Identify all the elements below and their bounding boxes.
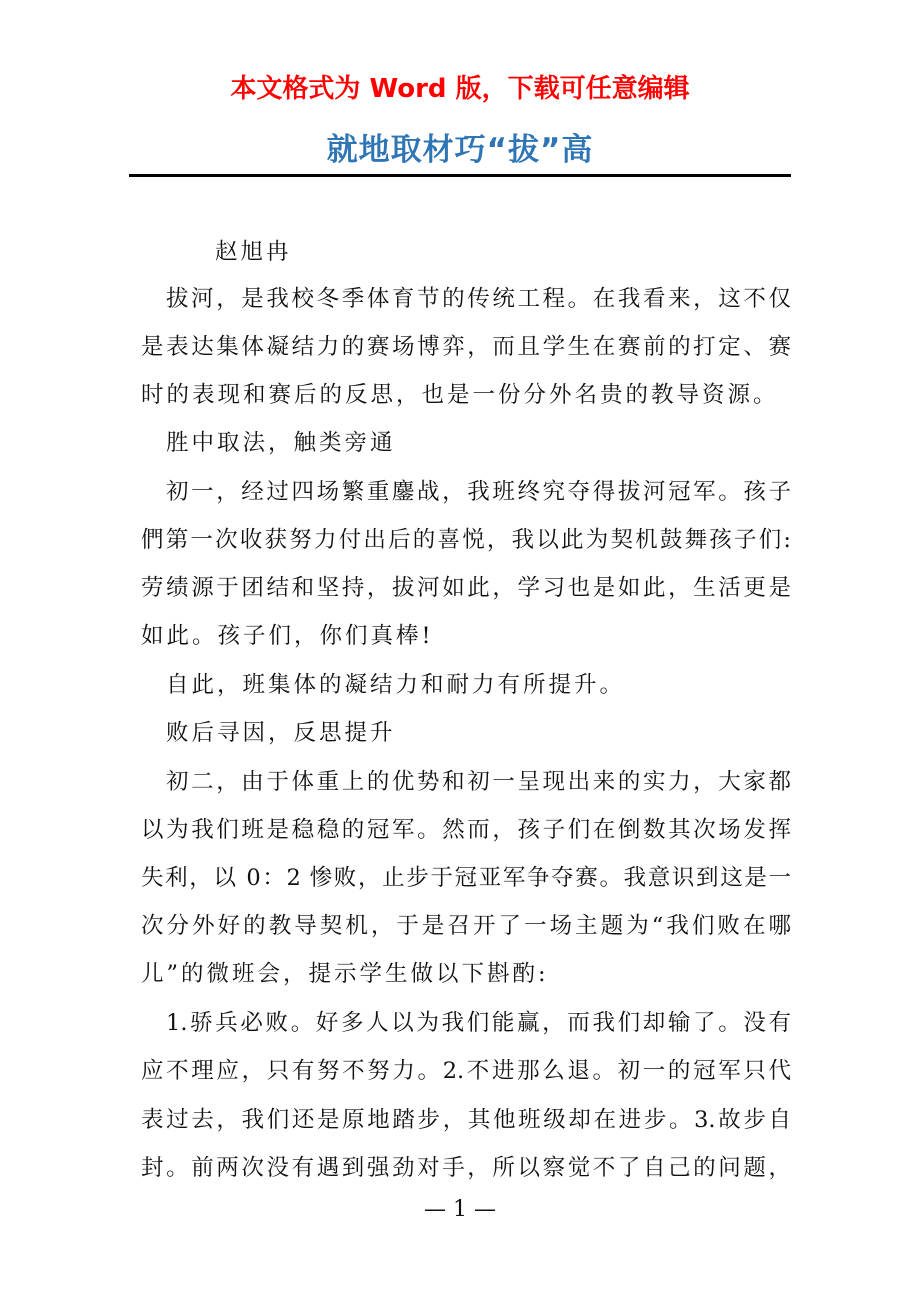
body-line: 初一，经过四场繁重鏖战，我班终究夺得拔河冠军。孩子	[166, 479, 791, 505]
section-heading: 胜中取法，触类旁通	[166, 430, 396, 456]
title-divider	[129, 174, 791, 177]
page-number: — 1 —	[424, 1197, 496, 1222]
body-line: 次分外好的教导契机，于是召开了一场主题为“我们败在哪	[141, 913, 791, 939]
body-line: 以为我们班是稳稳的冠军。然而，孩子们在倒数其次场发挥	[141, 817, 791, 843]
section-heading: 败后寻因，反思提升	[166, 720, 396, 746]
body-line: 如此。孩子们，你们真棒!	[141, 623, 434, 649]
body-line: 儿”的微班会，提示学生做以下斟酌:	[141, 961, 549, 987]
author-name: 赵旭冉	[215, 239, 292, 265]
body-line: 时的表现和赛后的反思，也是一份分外名贵的教导资源。	[141, 382, 779, 408]
body-line: 們第一次收获努力付出后的喜悦，我以此为契机鼓舞孩子们:	[141, 527, 791, 553]
body-line: 失利，以 0：2 惨败，止步于冠亚军争夺赛。我意识到这是一	[141, 865, 791, 891]
body-line: 1.骄兵必败。好多人以为我们能赢，而我们却输了。没有	[166, 1010, 791, 1036]
body-line: 初二，由于体重上的优势和初一呈现出来的实力，大家都	[166, 769, 791, 795]
document-title: 就地取材巧“拔”高	[326, 132, 594, 168]
format-notice-banner: 本文格式为 Word 版，下载可任意编辑	[230, 74, 690, 104]
body-line: 应不理应，只有努不努力。2.不进那么退。初一的冠军只代	[141, 1058, 791, 1084]
body-line: 劳绩源于团结和坚持，拔河如此，学习也是如此，生活更是	[141, 575, 791, 601]
body-line: 封。前两次没有遇到强劲对手，所以察觉不了自己的问题，	[141, 1155, 791, 1181]
body-line: 自此，班集体的凝结力和耐力有所提升。	[166, 672, 626, 698]
body-line: 拔河，是我校冬季体育节的传统工程。在我看来，这不仅	[166, 286, 791, 312]
body-line: 表过去，我们还是原地踏步，其他班级却在进步。3.故步自	[141, 1107, 791, 1133]
body-line: 是表达集体凝结力的赛场博弈，而且学生在赛前的打定、赛	[141, 334, 791, 360]
